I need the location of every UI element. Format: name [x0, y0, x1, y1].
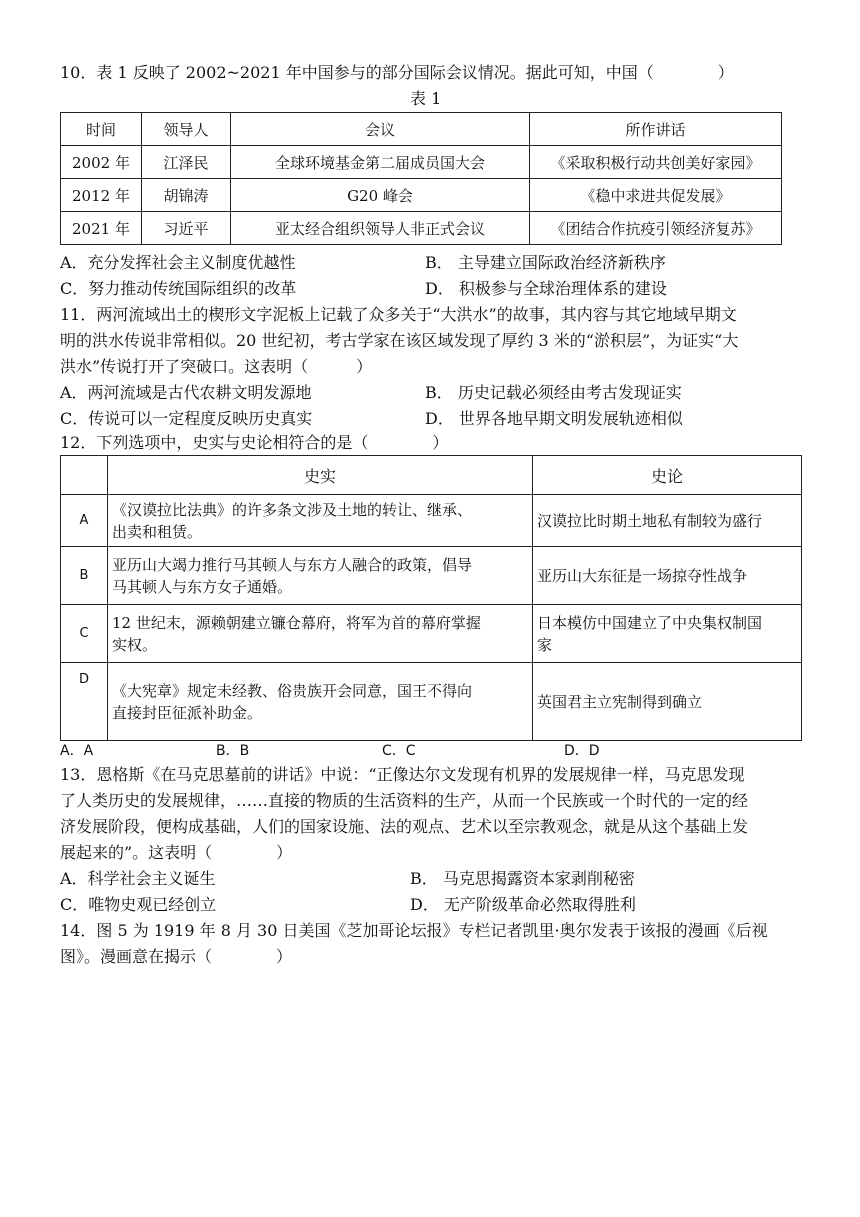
fact-text: 直接封臣征派补助金。 — [112, 703, 263, 722]
table-row — [61, 212, 782, 245]
row-label: A — [61, 495, 108, 547]
fact-text: 《汉谟拉比法典》的许多条文涉及土地的转让、继承、 — [112, 500, 473, 519]
q11-option-c: C．传说可以一定程度反映历史真实 — [60, 409, 313, 428]
q11-stem-line: 洪水”传说打开了突破口。这表明（ ） — [60, 357, 373, 376]
table-cell: 江泽民 — [142, 146, 231, 179]
theory-text: 汉谟拉比时期土地私有制较为盛行 — [537, 511, 763, 530]
q12-table — [60, 455, 802, 741]
q13-option-d: D． 无产阶级革命必然取得胜利 — [410, 895, 636, 914]
table-cell: 亚太经合组织领导人非正式会议 — [231, 212, 530, 245]
q13-stem-line: 展起来的”。这表明（ ） — [60, 843, 293, 862]
q13-option-a: A．科学社会主义诞生 — [60, 869, 216, 888]
q13-option-b: B． 马克思揭露资本家剥削秘密 — [410, 869, 635, 888]
table-row — [61, 495, 802, 547]
fact-text: 12 世纪末，源赖朝建立镰仓幕府，将军为首的幕府掌握 — [112, 613, 481, 632]
table-header-cell: 所作讲话 — [530, 113, 782, 146]
q11-stem-line: 明的洪水传说非常相似。20 世纪初，考古学家在该区域发现了厚约 3 米的“淤积层”，为证实“大 — [60, 331, 739, 350]
table-cell: 胡锦涛 — [142, 179, 231, 212]
table-cell: 《采取积极行动共创美好家园》 — [530, 146, 782, 179]
fact-cell — [108, 663, 533, 741]
theory-cell — [533, 605, 802, 663]
table-header-cell — [61, 456, 108, 495]
table-cell: G20 峰会 — [231, 179, 530, 212]
fact-cell — [108, 547, 533, 605]
q13-stem-line: 了人类历史的发展规律，……直接的物质的生活资料的生产，从而一个民族或一个时代的一定的经 — [60, 791, 749, 810]
row-label: B — [61, 547, 108, 605]
q13-option-c: C．唯物史观已经创立 — [60, 895, 217, 914]
theory-text: 日本模仿中国建立了中央集权制国 — [537, 613, 763, 632]
q12-option-b: B．B — [216, 743, 250, 759]
table-header-row — [61, 113, 782, 146]
table-header-cell: 会议 — [231, 113, 530, 146]
table-cell: 全球环境基金第二届成员国大会 — [231, 146, 530, 179]
q11-stem-line: 11．两河流域出土的楔形文字泥板上记载了众多关于“大洪水”的故事，其内容与其它地域早期文 — [60, 305, 737, 324]
q14-stem-line: 14．图 5 为 1919 年 8 月 30 日美国《芝加哥论坛报》专栏记者凯里·奥尔发表于该报的漫画《后视 — [60, 921, 768, 940]
q12-option-c: C．C — [382, 743, 416, 759]
fact-text: 实权。 — [112, 635, 158, 654]
table-cell: 《团结合作抗疫引领经济复苏》 — [530, 212, 782, 245]
q10-option-c: C．努力推动传统国际组织的改革 — [60, 279, 297, 298]
q10-stem: 10．表 1 反映了 2002~2021 年中国参与的部分国际会议情况。据此可知，中国（ ） — [60, 63, 734, 82]
row-label: C — [61, 605, 108, 663]
row-label: D — [61, 663, 108, 741]
fact-text: 亚历山大竭力推行马其顿人与东方人融合的政策，倡导 — [112, 555, 473, 574]
table-cell: 2021 年 — [61, 212, 142, 245]
q10-option-a: A．充分发挥社会主义制度优越性 — [60, 253, 296, 272]
fact-text: 出卖和租赁。 — [112, 522, 203, 541]
table-header-cell: 史论 — [533, 456, 802, 495]
q11-option-a: A．两河流域是古代农耕文明发源地 — [60, 383, 312, 402]
q10-table-caption: 表 1 — [410, 89, 442, 108]
q10-option-d: D． 积极参与全球治理体系的建设 — [425, 279, 667, 298]
fact-cell — [108, 605, 533, 663]
q12-stem: 12．下列选项中，史实与史论相符合的是（ ） — [60, 433, 449, 452]
q11-option-d: D． 世界各地早期文明发展轨迹相似 — [425, 409, 683, 428]
table-row — [61, 547, 802, 605]
q10-table — [60, 112, 782, 245]
fact-text: 马其顿人与东方女子通婚。 — [112, 577, 293, 596]
table-header-cell: 领导人 — [142, 113, 231, 146]
table-cell: 《稳中求进共促发展》 — [530, 179, 782, 212]
theory-text: 家 — [537, 635, 553, 654]
fact-cell — [108, 495, 533, 547]
theory-text: 英国君主立宪制得到确立 — [537, 692, 703, 711]
q14-stem-line: 图》。漫画意在揭示（ ） — [60, 947, 293, 966]
q13-stem-line: 济发展阶段，便构成基础，人们的国家设施、法的观点、艺术以至宗教观念，就是从这个基础上发 — [60, 817, 749, 836]
theory-cell — [533, 495, 802, 547]
table-header-row — [61, 456, 802, 495]
theory-cell — [533, 547, 802, 605]
table-row — [61, 663, 802, 741]
q11-option-b: B． 历史记载必须经由考古发现证实 — [425, 383, 682, 402]
q12-option-a: A．A — [60, 743, 94, 759]
table-cell: 2012 年 — [61, 179, 142, 212]
theory-cell — [533, 663, 802, 741]
q13-stem-line: 13．恩格斯《在马克思墓前的讲话》中说：“正像达尔文发现有机界的发展规律一样，马克思发现 — [60, 765, 745, 784]
table-row — [61, 146, 782, 179]
table-row — [61, 179, 782, 212]
table-header-cell: 史实 — [108, 456, 533, 495]
q12-option-d: D．D — [564, 743, 600, 759]
table-cell: 2002 年 — [61, 146, 142, 179]
table-cell: 习近平 — [142, 212, 231, 245]
table-row — [61, 605, 802, 663]
q10-option-b: B． 主导建立国际政治经济新秩序 — [425, 253, 666, 272]
theory-text: 亚历山大东征是一场掠夺性战争 — [537, 566, 748, 585]
table-header-cell: 时间 — [61, 113, 142, 146]
fact-text: 《大宪章》规定未经教、俗贵族开会同意，国王不得向 — [112, 681, 473, 700]
